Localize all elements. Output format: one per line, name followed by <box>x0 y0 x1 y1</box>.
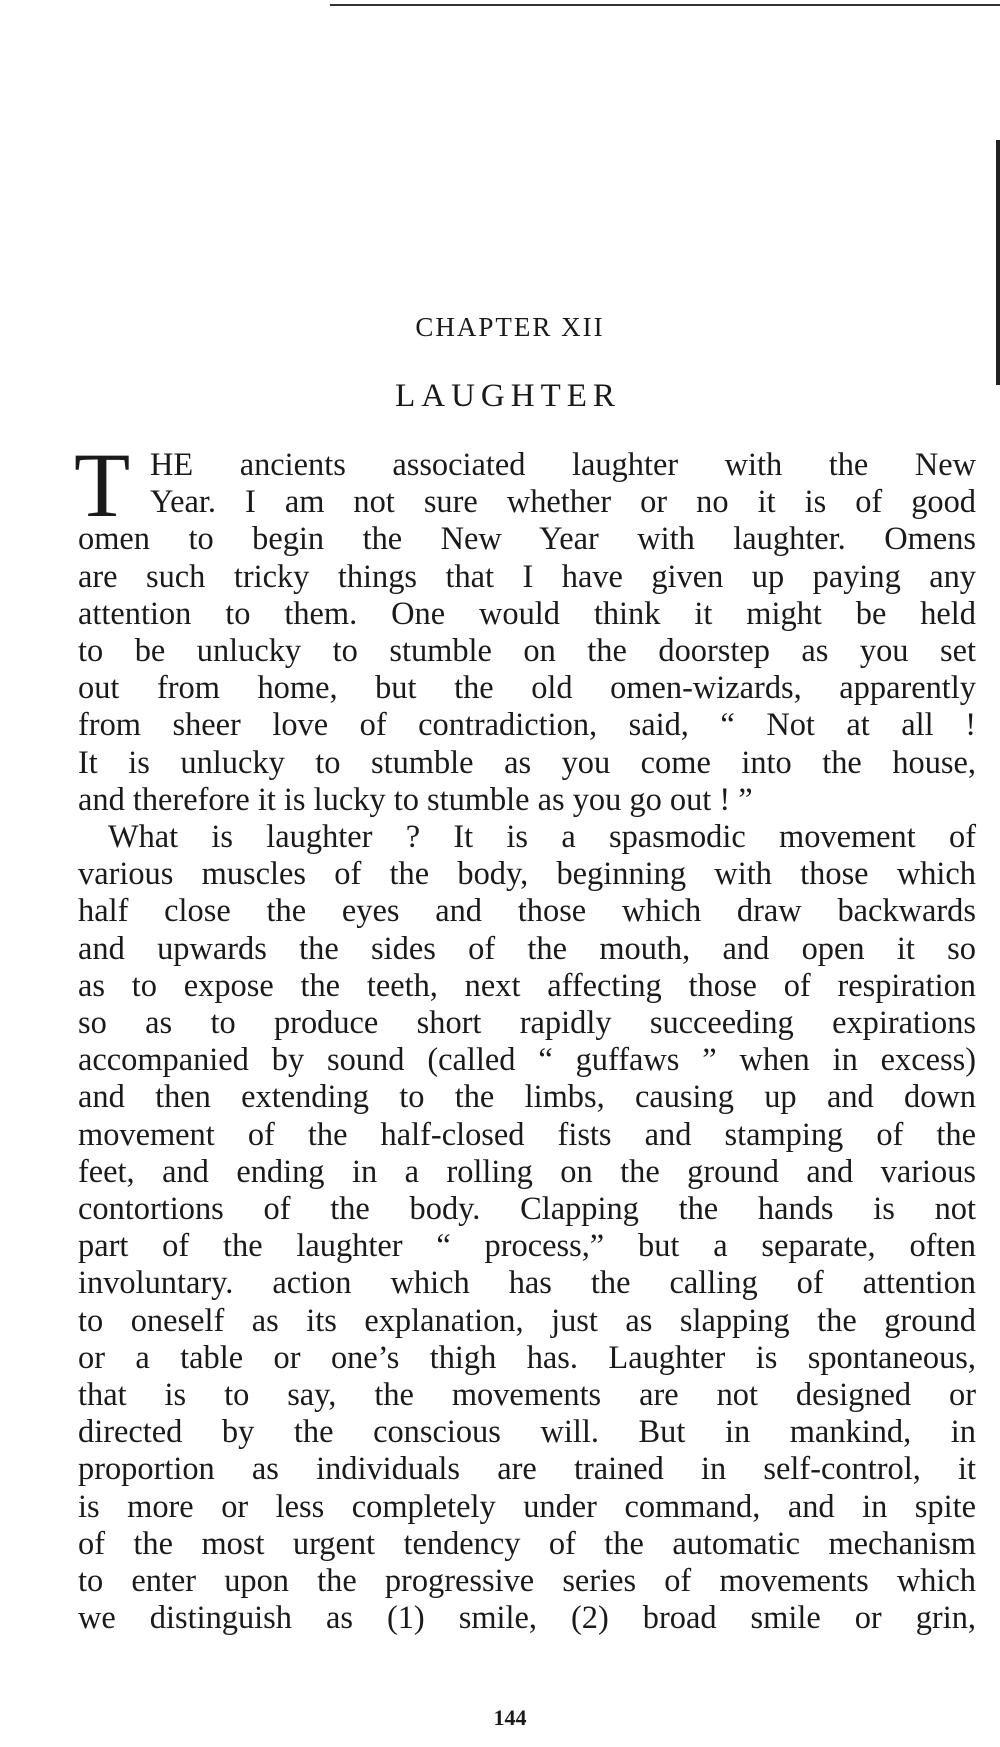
text-line: Year. I am not sure whether or no it is of good <box>150 484 976 521</box>
text-line: omen to begin the New Year with laughter. Omens <box>78 521 976 558</box>
text-line: directed by the conscious will. But in mankind, in <box>78 1414 976 1451</box>
text-line: and therefore it is lucky to stumble as you go out ! ” <box>78 781 753 818</box>
text-line: of the most urgent tendency of the automatic mechanism <box>78 1525 976 1562</box>
text-line: to be unlucky to stumble on the doorstep as you set <box>78 633 976 670</box>
page-edge-mark <box>996 140 1000 385</box>
text-line: HE ancients associated laughter with the New <box>150 447 976 483</box>
text-line: It is unlucky to stumble as you come into the house, <box>78 744 976 781</box>
text-line: movement of the half-closed fists and stamping of the <box>78 1116 976 1153</box>
text-line: and then extending to the limbs, causing up and down <box>78 1079 976 1116</box>
text-line: or a table or one’s thigh has. Laughter is spontaneous, <box>78 1339 976 1376</box>
body-text <box>74 434 976 1638</box>
chapter-label: CHAPTER XII <box>415 312 605 342</box>
top-rule <box>330 4 1000 6</box>
text-line: involuntary. action which has the calling of attention <box>78 1265 976 1302</box>
page-number: 144 <box>493 1705 527 1730</box>
text-line: out from home, but the old omen-wizards, apparently <box>78 670 976 707</box>
text-line: is more or less completely under command, and in spite <box>78 1488 976 1525</box>
drop-cap: T <box>74 434 131 536</box>
text-line: attention to them. One would think it might be held <box>78 595 976 632</box>
text-line: contortions of the body. Clapping the hands is not <box>78 1191 976 1228</box>
text-line: half close the eyes and those which draw backwards <box>78 893 976 930</box>
text-line: proportion as individuals are trained in self-control, it <box>78 1451 976 1488</box>
text-line: accompanied by sound (called “ guffaws ” when in excess) <box>78 1042 976 1079</box>
second-paragraph <box>78 819 976 1637</box>
text-line: to oneself as its explanation, just as slapping the ground <box>78 1302 976 1339</box>
text-line: various muscles of the body, beginning with those which <box>78 856 976 893</box>
text-line: What is laughter ? It is a spasmodic movement of <box>108 819 976 856</box>
text-line: as to expose the teeth, next affecting those of respiration <box>78 967 976 1004</box>
text-line: so as to produce short rapidly succeeding expirations <box>78 1005 976 1042</box>
text-line: and upwards the sides of the mouth, and open it so <box>78 930 976 967</box>
text-line: we distinguish as (1) smile, (2) broad smile or grin, <box>78 1600 976 1637</box>
text-line: feet, and ending in a rolling on the ground and various <box>78 1153 976 1190</box>
opening-paragraph <box>74 434 976 819</box>
chapter-title: LAUGHTER <box>395 378 621 414</box>
text-line: from sheer love of contradiction, said, “ Not at all ! <box>78 707 976 744</box>
text-line: are such tricky things that I have given up paying any <box>78 558 976 595</box>
text-line: that is to say, the movements are not designed or <box>78 1377 976 1414</box>
text-line: part of the laughter “ process,” but a separate, often <box>78 1228 976 1265</box>
text-line: to enter upon the progressive series of movements which <box>78 1563 976 1600</box>
